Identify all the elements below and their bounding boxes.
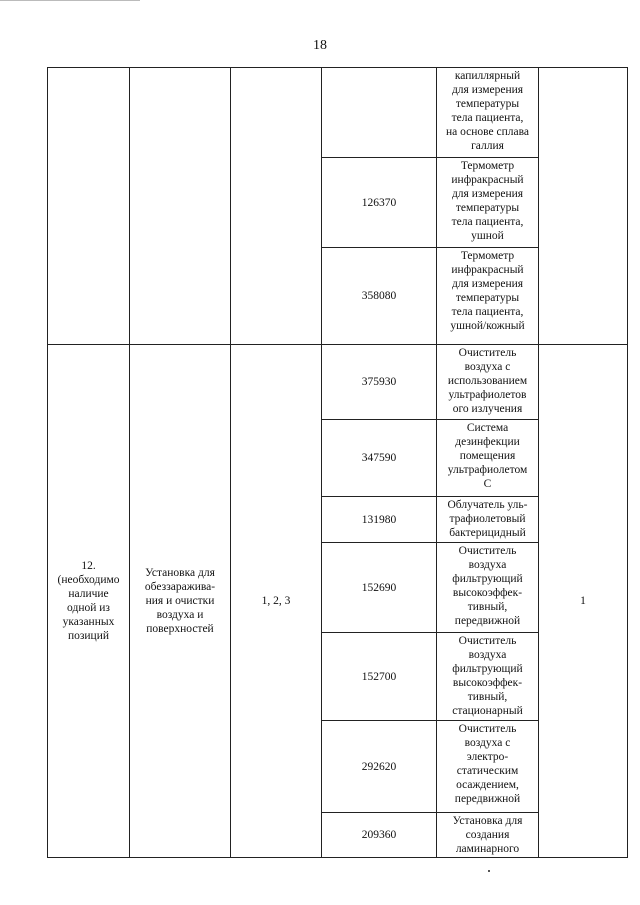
scan-dot	[488, 870, 490, 872]
code-cell: 358080	[322, 248, 437, 345]
table-row	[48, 345, 628, 420]
code-cell: 131980	[322, 497, 437, 543]
applicability-cell: 1, 2, 3	[231, 345, 322, 858]
code-cell: 375930	[322, 345, 437, 420]
top-edge-rule	[0, 0, 140, 1]
description-cell: Термометр инфракрасный для измерения температуры тела пациента, ушной/кожный	[437, 248, 539, 345]
code-cell: 126370	[322, 158, 437, 248]
description-cell: капиллярный для измерения температуры тела пациента, на основе сплава галлия	[437, 68, 539, 158]
description-cell: Установка для создания ламинарного	[437, 813, 539, 858]
item-number-cell: 12. (необходимо наличие одной из указанных позиций	[48, 345, 130, 858]
description-cell: Термометр инфракрасный для измерения температуры тела пациента, ушной	[437, 158, 539, 248]
item-name-cell: Установка для обеззаражива- ния и очистки воздуха и поверхностей	[130, 345, 231, 858]
description-cell: Облучатель уль- трафиолетовый бактерицидный	[437, 497, 539, 543]
description-cell: Очиститель воздуха фильтрующий высокоэффек- тивный, передвижной	[437, 543, 539, 633]
description-cell: Система дезинфекции помещения ультрафиолетом С	[437, 420, 539, 497]
code-cell	[322, 68, 437, 158]
code-cell: 152700	[322, 633, 437, 721]
code-cell: 152690	[322, 543, 437, 633]
quantity-cell: 1	[539, 345, 628, 858]
equipment-table	[47, 67, 628, 858]
description-cell: Очиститель воздуха с электро- статическим осаждением, передвижной	[437, 721, 539, 813]
code-cell: 347590	[322, 420, 437, 497]
item-name-cell-continued	[130, 68, 231, 345]
quantity-cell-continued	[539, 68, 628, 345]
page-number: 18	[313, 38, 327, 53]
description-cell: Очиститель воздуха с использованием ультрафиолетов ого излучения	[437, 345, 539, 420]
code-cell: 292620	[322, 721, 437, 813]
applicability-cell-continued	[231, 68, 322, 345]
item-number-cell-continued	[48, 68, 130, 345]
table-row	[48, 68, 628, 158]
code-cell: 209360	[322, 813, 437, 858]
description-cell: Очиститель воздуха фильтрующий высокоэффек- тивный, стационарный	[437, 633, 539, 721]
